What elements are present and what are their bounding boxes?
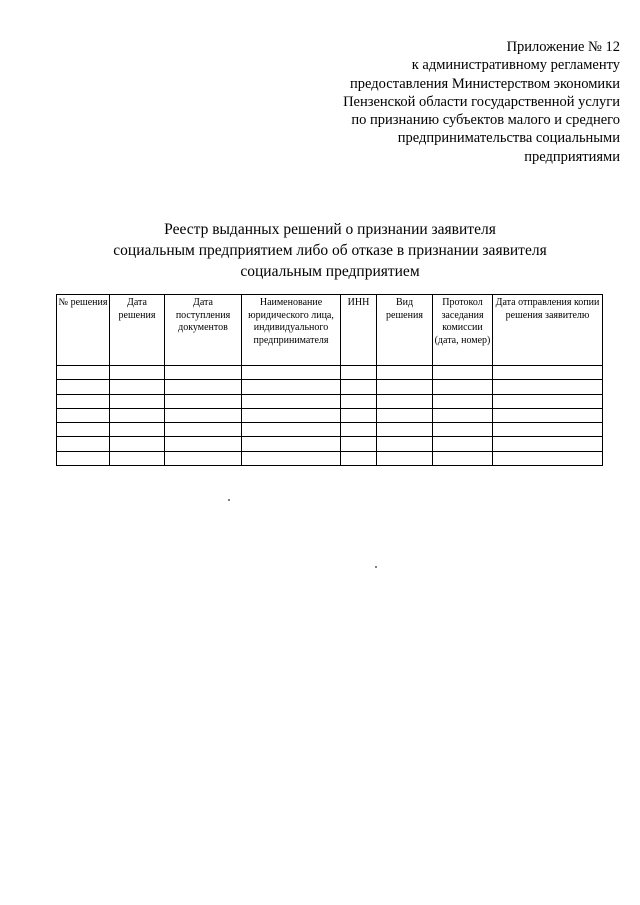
table-cell [433, 394, 493, 408]
table-cell [493, 394, 603, 408]
table-row [57, 394, 603, 408]
header-decision-date: Дата решения [110, 295, 165, 366]
table-cell [165, 408, 242, 422]
table-cell [493, 408, 603, 422]
scan-speck [228, 499, 230, 501]
table-cell [341, 451, 377, 465]
header-copy-sent-date: Дата отправления копии решения заявителю [493, 295, 603, 366]
table-cell [242, 423, 341, 437]
table-cell [110, 423, 165, 437]
table-cell [165, 380, 242, 394]
table-cell [110, 394, 165, 408]
table-row [57, 366, 603, 380]
registry-table [56, 294, 603, 466]
table-cell [110, 408, 165, 422]
table-cell [341, 423, 377, 437]
table-cell [377, 423, 433, 437]
table-cell [377, 408, 433, 422]
table-cell [493, 366, 603, 380]
table-cell [165, 366, 242, 380]
title-line: Реестр выданных решений о признании заявителя [164, 221, 496, 238]
table-row [57, 380, 603, 394]
table-cell [341, 380, 377, 394]
table-cell [110, 451, 165, 465]
table-cell [377, 437, 433, 451]
table-cell [242, 394, 341, 408]
annex-line: предоставления Министерством экономики [350, 75, 620, 92]
table-header-row [57, 295, 603, 366]
table-cell [57, 423, 110, 437]
table-cell [493, 451, 603, 465]
table-cell [57, 408, 110, 422]
table-cell [433, 451, 493, 465]
table-cell [165, 394, 242, 408]
header-inn: ИНН [341, 295, 377, 366]
table-cell [110, 380, 165, 394]
table-cell [57, 366, 110, 380]
annex-line: к административному регламенту [411, 57, 620, 74]
table-cell [433, 423, 493, 437]
table-cell [57, 451, 110, 465]
table-cell [377, 451, 433, 465]
table-cell [377, 394, 433, 408]
table-cell [377, 380, 433, 394]
header-receipt-date: Дата поступления документов [165, 295, 242, 366]
table-cell [493, 380, 603, 394]
table-cell [165, 437, 242, 451]
table-row [57, 423, 603, 437]
scan-speck [375, 566, 377, 568]
registry-table-body [57, 366, 603, 466]
table-cell [242, 437, 341, 451]
document-title [0, 219, 640, 282]
table-cell [242, 366, 341, 380]
table-cell [341, 408, 377, 422]
table-cell [57, 380, 110, 394]
table-cell [341, 366, 377, 380]
table-cell [433, 380, 493, 394]
table-cell [493, 423, 603, 437]
table-row [57, 408, 603, 422]
table-cell [57, 394, 110, 408]
table-cell [377, 366, 433, 380]
table-cell [341, 394, 377, 408]
table-row [57, 437, 603, 451]
table-cell [242, 408, 341, 422]
table-cell [165, 451, 242, 465]
table-cell [110, 366, 165, 380]
title-line: социальным предприятием либо об отказе в признании заявителя [113, 242, 547, 259]
table-cell [165, 423, 242, 437]
table-cell [341, 437, 377, 451]
annex-line: предприятиями [524, 148, 620, 165]
annex-line: по признанию субъектов малого и среднего [351, 112, 620, 129]
table-cell [242, 380, 341, 394]
table-cell [493, 437, 603, 451]
header-decision-number: № решения [57, 295, 110, 366]
annex-line: Приложение № 12 [506, 39, 620, 55]
annex-block [260, 38, 620, 166]
table-cell [110, 437, 165, 451]
header-decision-type: Вид решения [377, 295, 433, 366]
title-line: социальным предприятием [240, 263, 420, 280]
header-entity-name: Наименование юридического лица, индивидуального предпринимателя [242, 295, 341, 366]
header-commission-protocol: Протокол заседания комиссии (дата, номер) [433, 295, 493, 366]
annex-line: предпринимательства социальными [397, 130, 620, 147]
table-cell [433, 437, 493, 451]
table-cell [242, 451, 341, 465]
table-cell [433, 408, 493, 422]
table-cell [433, 366, 493, 380]
table-row [57, 451, 603, 465]
table-cell [57, 437, 110, 451]
annex-line: Пензенской области государственной услуги [343, 93, 620, 110]
